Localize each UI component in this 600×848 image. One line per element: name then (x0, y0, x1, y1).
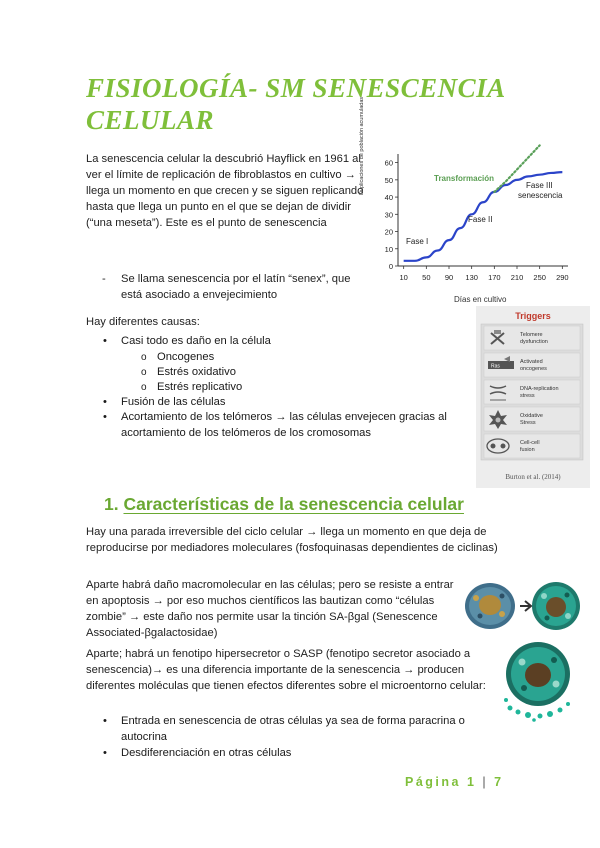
section-heading (104, 494, 464, 515)
intro-paragraph: La senescencia celular la descubrió Hayflick en 1961 al ver el límite de replicación de fibroblastos en cultivo → llega un momento en que crecen y se siguen replicando hasta que llega un punto en el que se dejan de dividir (“una meseta”). Este es el punto de senescencia (86, 153, 364, 229)
bullet-icon: • (103, 411, 107, 424)
sub-list-item (121, 365, 462, 380)
trigger-row (484, 353, 580, 377)
dash-list-item (102, 271, 364, 303)
trigger-label: Stress (520, 420, 536, 426)
trigger-row (484, 326, 580, 350)
list-item (102, 410, 462, 441)
arrow-icon (520, 601, 531, 611)
sasp-cell-illustration (498, 640, 578, 722)
x-tick-label: 170 (488, 273, 501, 282)
x-tick-label: 210 (510, 273, 524, 282)
y-tick-label: 30 (384, 210, 393, 220)
footer-page-number: 1 (466, 775, 477, 789)
transformacion-label: Transformación (434, 174, 495, 183)
sub-item-text: Estrés oxidativo (157, 365, 236, 378)
dash-item-text: Se llama senescencia por el latín “senex”, que está asociado a envejecimiento (121, 273, 351, 301)
ras-label: Ras (491, 363, 500, 370)
x-tick-label: 250 (533, 273, 546, 282)
section-title: Características de la senescencia celular (123, 494, 464, 514)
fase-i-label: Fase I (406, 237, 429, 246)
x-tick-label: 10 (399, 273, 408, 282)
hayflick-chart (359, 96, 578, 306)
x-tick-label: 50 (422, 273, 431, 282)
bullet-icon: • (103, 395, 107, 408)
list-item-text: Desdiferenciación en otras células (121, 747, 292, 759)
sasp-effects-list (102, 713, 492, 761)
normal-cell-icon (465, 583, 515, 629)
paragraph-cell-cycle: Hay una parada irreversible del ciclo celular → llega un momento en que deja de reproducirse por mediadores moleculares (fosfoquinasas dependientes de ciclinas) (86, 526, 498, 554)
list-item-text: Acortamiento de los telómeros → las células envejecen gracias al acortamiento de los telómeros de los cromosomas (121, 411, 447, 439)
causes-list (102, 334, 462, 441)
fase-ii-label: Fase II (468, 215, 493, 224)
sub-list-item (121, 380, 462, 395)
page-title: FISIOLOGÍA- SM SENESCENCIA CELULAR (86, 73, 505, 135)
trigger-label: oncogenes (520, 366, 547, 372)
trigger-label: Cell-cell (520, 440, 540, 446)
section-number: 1. (104, 494, 119, 514)
page-footer (405, 775, 504, 789)
bullet-icon: • (103, 715, 107, 727)
senescencia-label: senescencia (518, 191, 563, 200)
footer-total-pages: 7 (494, 775, 504, 789)
trigger-label: Oxidative (520, 413, 543, 419)
x-tick-label: 290 (556, 273, 569, 282)
circle-bullet-icon: o (141, 351, 147, 363)
y-tick-label: 40 (384, 193, 393, 203)
fase-iii-label: Fase III (526, 181, 553, 190)
list-item-text: Entrada en senescencia de otras células ya sea de forma paracrina o autocrina (121, 715, 465, 743)
sub-item-text: Oncogenes (157, 350, 215, 363)
paragraph-damage: Aparte habrá daño macromolecular en las células; pero se resiste a entrar en apoptosis → por eso muchos científicos las bautizan como “células zombie” → este daño nos permite usar la tinción SA-βgal (Senescence Associated-βgalactosidae) (86, 579, 454, 639)
senescent-cell-icon (532, 582, 580, 630)
sub-list (121, 350, 462, 395)
trigger-row (484, 380, 580, 404)
trigger-label: stress (520, 393, 535, 399)
sub-list-item (121, 350, 462, 365)
causes-intro: Hay diferentes causas: (86, 316, 200, 328)
trigger-label: fusion (520, 447, 535, 453)
zombie-cells-illustration (462, 578, 582, 634)
list-item (102, 713, 492, 745)
list-item (102, 395, 462, 411)
x-tick-label: 90 (444, 273, 454, 282)
paragraph-sasp: Aparte; habrá un fenotipo hipersecretor o SASP (fenotipo secretor asociado a senescencia)→ es una diferencia importante de la senescencia → producen diferentes moléculas que tienen efectos diferentes sobre el microentorno celular: (86, 648, 486, 692)
y-tick-label: 60 (384, 158, 393, 168)
x-tick-label: 130 (465, 273, 478, 282)
chart-xlabel: Días en cultivo (454, 295, 507, 304)
bullet-icon: • (103, 335, 107, 347)
chart-ylabel: Duplicaciones de población acumuladas (359, 96, 365, 195)
list-item (102, 745, 492, 761)
triggers-credit: Burton et al. (2014) (505, 473, 561, 481)
dash-marker: - (102, 273, 106, 285)
bullet-icon: • (103, 747, 107, 759)
triggers-title: Triggers (515, 311, 551, 321)
y-tick-label: 10 (384, 244, 393, 254)
trigger-label: Activated (520, 359, 543, 365)
trigger-label: dysfunction (520, 339, 548, 345)
y-tick-label: 50 (384, 175, 393, 185)
triggers-panel (476, 306, 590, 488)
list-item (102, 334, 462, 395)
y-tick-label: 20 (384, 227, 393, 237)
footer-label: Página (405, 775, 461, 789)
footer-separator: | (482, 775, 489, 789)
sub-item-text: Estrés replicativo (157, 380, 243, 393)
circle-bullet-icon: o (141, 366, 147, 378)
trigger-row (484, 407, 580, 431)
list-item-text: Fusión de las células (121, 395, 226, 408)
circle-bullet-icon: o (141, 381, 147, 393)
trigger-label: DNA-replication (520, 386, 559, 392)
list-item-text: Casi todo es daño en la célula (121, 335, 271, 347)
trigger-row (484, 434, 580, 458)
y-tick-label: 0 (388, 262, 393, 271)
trigger-label: Telomere (520, 332, 543, 338)
